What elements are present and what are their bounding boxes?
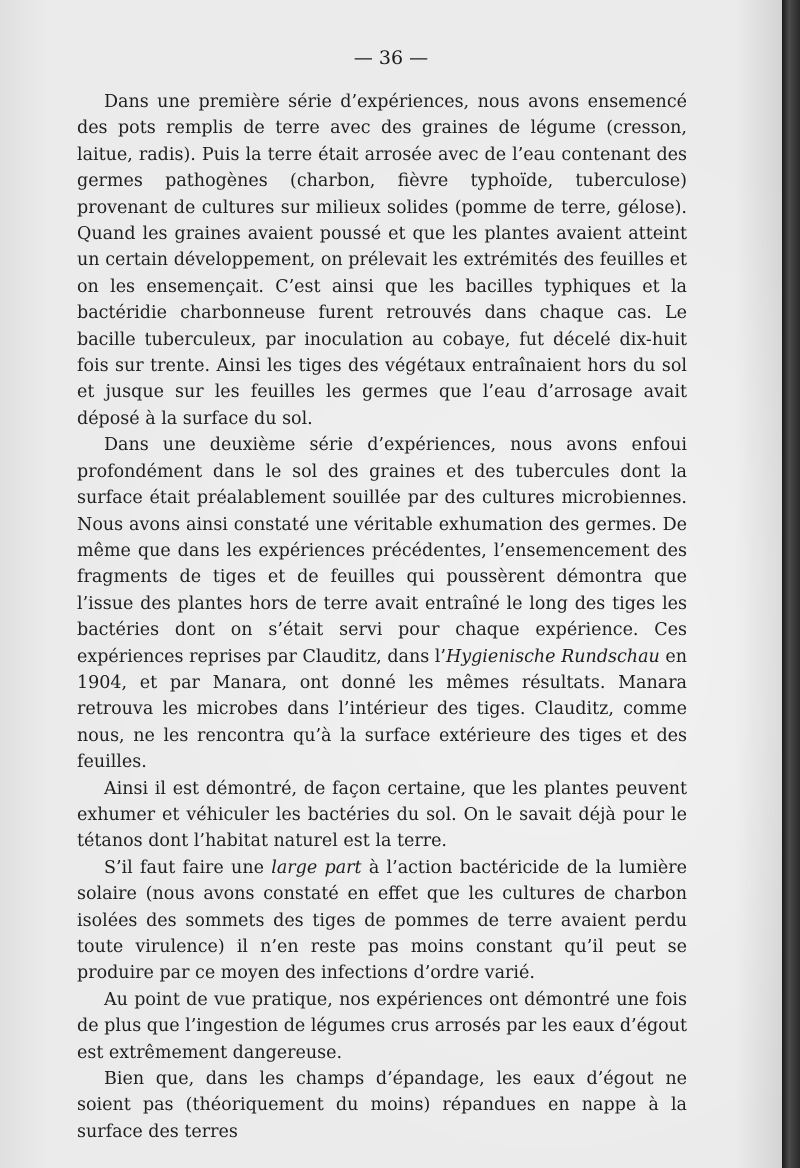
body-text [77, 89, 687, 1145]
paragraph-6: Bien que, dans les champs d’épandage, les eaux d’égout ne soient pas (théoriquement du moins) répandues en nappe à la surface des terres [77, 1069, 687, 1142]
paragraph-4 [77, 855, 687, 987]
paragraph-3: Ainsi il est démontré, de façon certaine, que les plantes peuvent exhumer et véhiculer les bactéries du sol. On le savait déjà pour le tétanos dont l’habitat naturel est la terre. [77, 778, 687, 852]
paragraph-4-text-end: à l’action bactéricide de la lumière solaire (nous avons constaté en effet que les cultures de charbon isolées des sommets des tiges de pommes de terre avaient perdu toute virulence) il n’en reste pas moins constant qu’il peut se produire par ce moyen des infections d’ordre varié. [77, 857, 687, 984]
scan-edge-shadow [782, 0, 800, 1168]
paragraph-5: Au point de vue pratique, nos expériences ont démontré une fois de plus que l’ingestion de légumes crus arrosés par les eaux d’égout est extrêmement dangereuse. [77, 989, 688, 1063]
paragraph-1: Dans une première série d’expériences, nous avons ensemencé des pots remplis de terre avec des graines de légume (cresson, laitue, radis). Puis la terre était arrosée avec de l’eau contenant des germes pathogènes (charbon, fièvre typhoïde, tuberculose) provenant de cultures sur milieux solides (pomme de terre, gélose). Quand les graines avaient poussé et que les plantes avaient atteint un certain développement, on prélevait les extrémités des feuilles et on les ensemençait. C’est ainsi que les bacilles typhiques et la bactéridie charbonneuse furent retrouvés dans chaque cas. Le bacille tuberculeux, par inoculation au cobaye, fut décelé dix-huit fois sur trente. Ainsi les tiges des végétaux entraînaient hors du sol et jusque sur les feuilles les germes que l’eau d’arrosage avait déposé à la surface du sol. [77, 92, 687, 429]
paragraph-2-text-end: en 1904, et par Manara, ont donné les mêmes résultats. Manara retrouva les microbes dans l’intérieur des tiges. Clauditz, comme nous, ne les rencontra qu’à la surface extérieure des tiges et des feuilles. [77, 646, 687, 773]
journal-title-italic: Hygienische Rundschau [445, 646, 660, 667]
paragraph-2 [77, 432, 687, 775]
emphasis-italic: large part [271, 857, 362, 878]
paragraph-4-text-start: S’il faut faire une [104, 857, 272, 878]
page-number: — 36 — [353, 47, 429, 69]
paragraph-2-text-start: Dans une deuxième série d’expériences, nous avons enfoui profondément dans le sol des graines et des tubercules dont la surface était préalablement souillée par des cultures microbiennes. Nous avons ainsi constaté une véritable exhumation des germes. De même que dans les expériences précédentes, l’ensemencement des fragments de tiges et de feuilles qui poussèrent démontra que l’issue des plantes hors de terre avait entraîné le long des tiges les bactéries dont on s’était servi pour chaque expérience. Ces expériences reprises par Clauditz, dans l’ [77, 435, 687, 667]
